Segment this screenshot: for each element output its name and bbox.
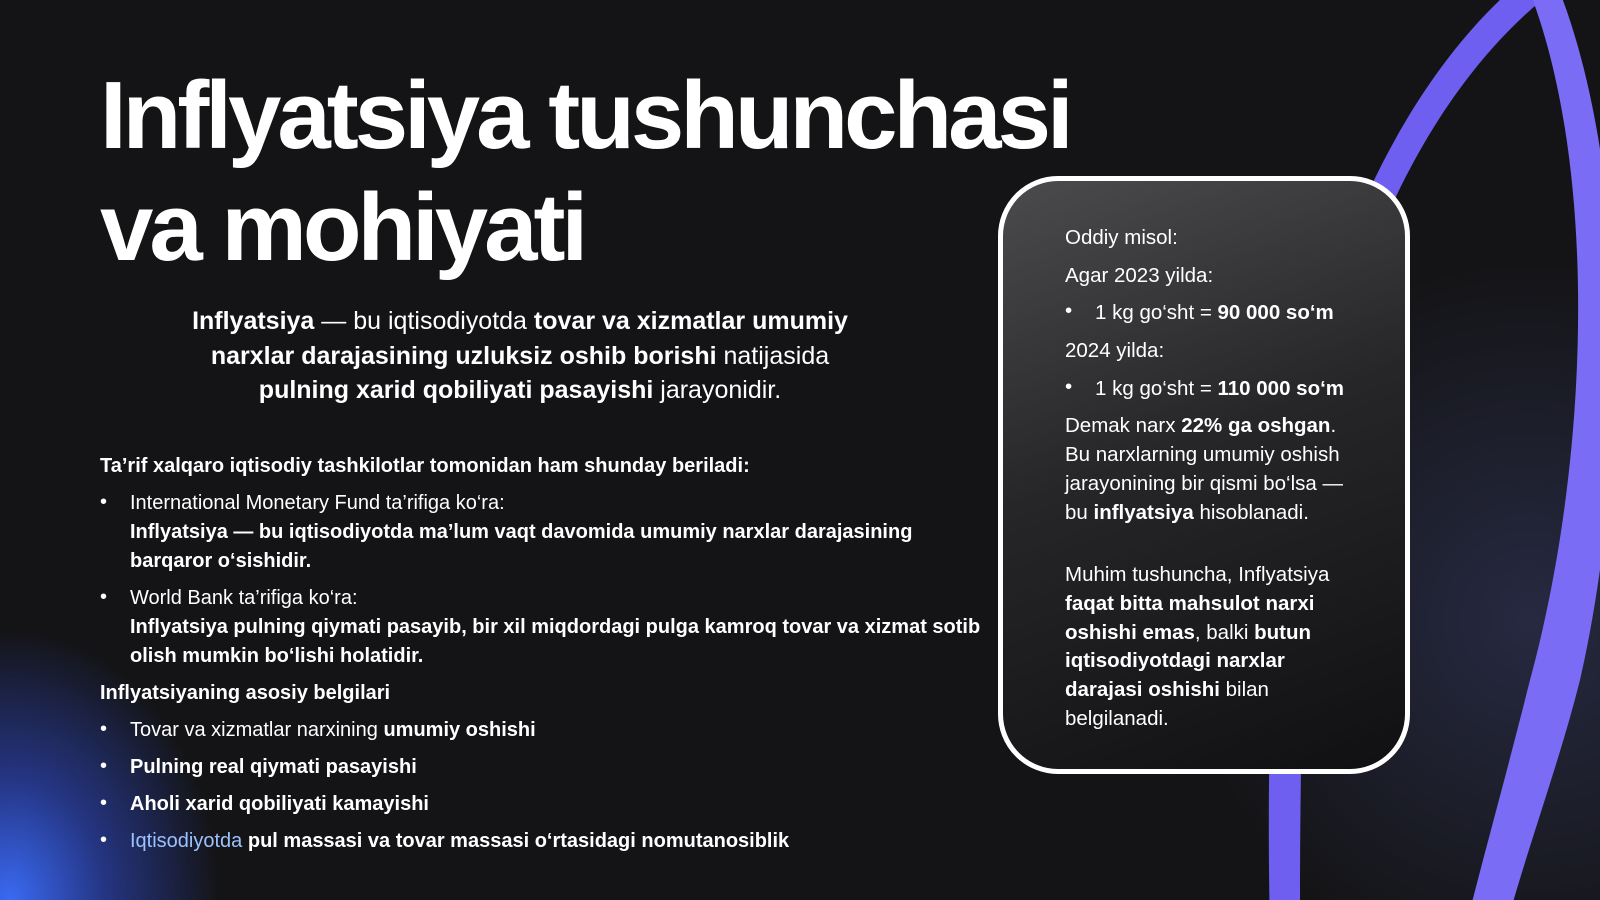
key-concept-note: Muhim tushuncha, Inflyatsiya faqat bitta mahsulot narxi oshishi emas, balki butun iqtisodiyotdagi narxlar darajasi oshishi bilan belgilanadi.	[1065, 563, 1330, 730]
list-item	[100, 489, 1000, 576]
list-item: • Pulning real qiymati pasayishi	[100, 753, 1000, 782]
price-2024: • 1 kg go‘sht = 110 000 so‘m	[1065, 375, 1355, 404]
definitions-list	[100, 489, 1000, 671]
example-label: Oddiy misol:	[1065, 226, 1178, 249]
definitions-section	[100, 452, 1000, 864]
definitions-heading: Ta’rif xalqaro iqtisodiy tashkilotlar tomonidan ham shunday beriladi:	[100, 455, 750, 477]
list-item: • Iqtisodiyotda pul massasi va tovar massasi o‘rtasidagi nomutanosiblik	[100, 827, 1000, 856]
intro-paragraph: Inflyatsiya — bu iqtisodiyotda tovar va xizmatlar umumiy narxlar darajasining uzluksiz oshib borishi natijasida pulning xarid qobiliyati pasayishi jarayonidir.	[192, 307, 848, 404]
signs-heading: Inflyatsiyaning asosiy belgilari	[100, 682, 391, 704]
page-title: Inflyatsiya tushunchasi va mohiyati	[100, 62, 1070, 282]
swoosh-band-inner	[1465, 0, 1600, 900]
year-2024-label: 2024 yilda:	[1065, 339, 1165, 363]
year-2023-label: Agar 2023 yilda:	[1065, 263, 1214, 287]
list-item: • Aholi xarid qobiliyati kamayishi	[100, 790, 1000, 819]
price-2023: • 1 kg go‘sht = 90 000 so‘m	[1065, 299, 1355, 328]
definition-text: Inflyatsiya — bu iqtisodiyotda ma’lum vaqt davomida umumiy narxlar darajasining barqaror o‘sishidir.	[130, 521, 913, 572]
list-item	[100, 584, 1000, 671]
definition-text: Inflyatsiya pulning qiymati pasayib, bir xil miqdordagi pulga kamroq tovar va xizmat sotib olish mumkin bo‘lishi holatidir.	[130, 616, 981, 667]
definition-source: International Monetary Fund ta’rifiga ko‘ra:	[130, 492, 505, 514]
intro-term: Inflyatsiya	[192, 307, 315, 335]
example-card	[998, 176, 1410, 774]
list-item: • Tovar va xizmatlar narxining umumiy oshishi	[100, 716, 1000, 745]
definition-source: World Bank ta’rifiga ko‘ra:	[130, 587, 358, 609]
signs-list	[100, 716, 1000, 856]
example-conclusion: Demak narx 22% ga oshgan. Bu narxlarning umumiy oshish jarayonining bir qismi bo‘lsa — bu inflyatsiya hisoblanadi.	[1065, 414, 1344, 524]
